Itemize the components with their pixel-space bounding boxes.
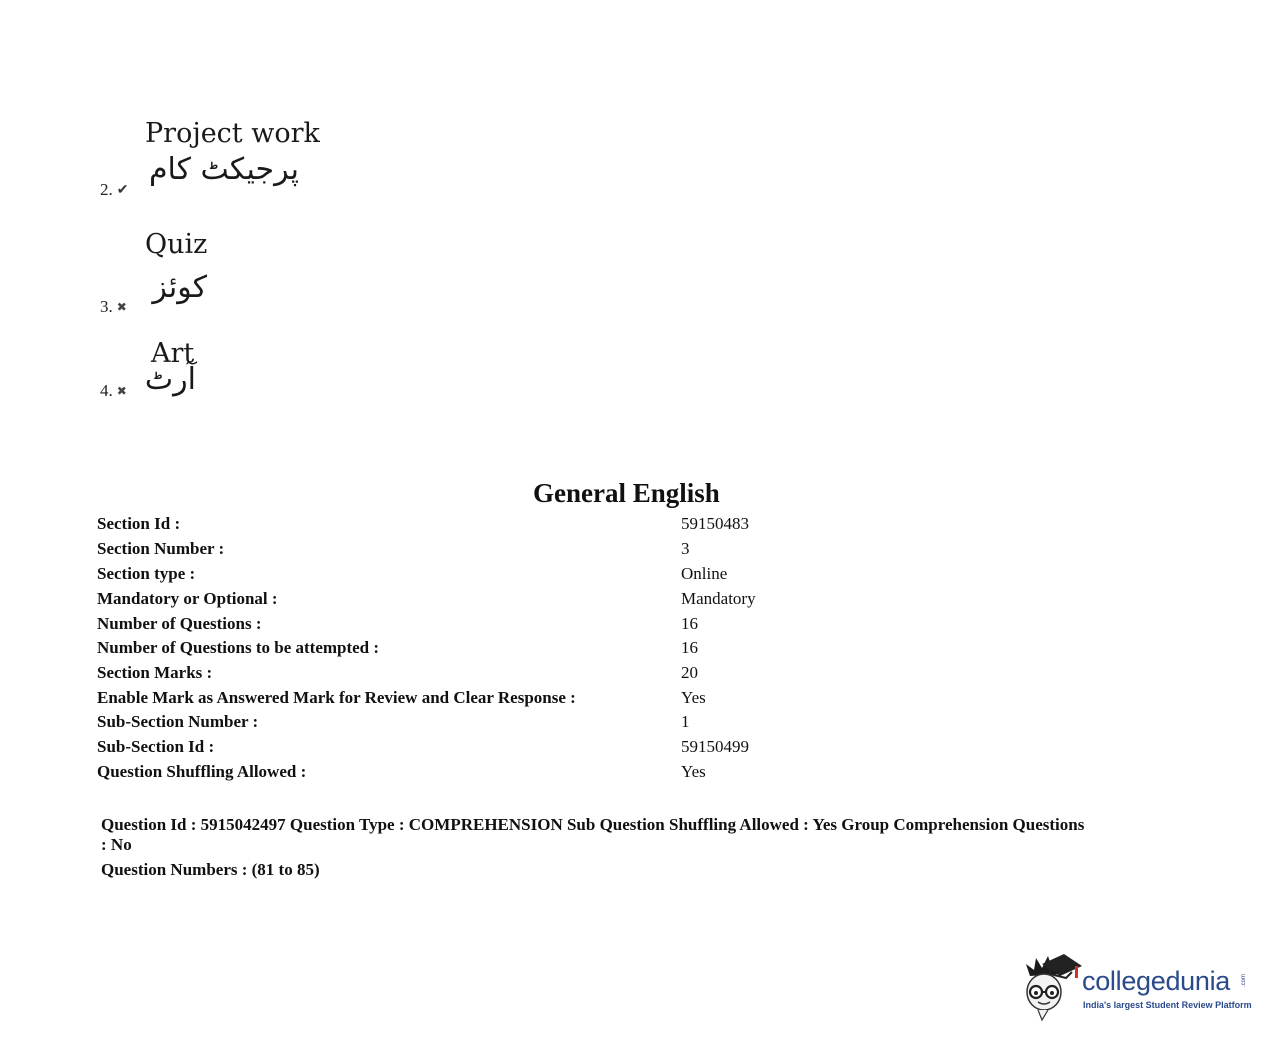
- cross-icon: ✖: [116, 384, 127, 398]
- collegedunia-logo: [1020, 950, 1260, 1022]
- info-label: Section Marks :: [97, 663, 213, 682]
- info-value: Yes: [681, 762, 706, 781]
- info-label: Number of Questions to be attempted :: [97, 638, 380, 657]
- info-value: 1: [681, 712, 690, 731]
- info-label: Section Number :: [97, 539, 225, 558]
- option-4-number: 4.: [100, 381, 113, 400]
- info-label: Number of Questions :: [97, 614, 262, 633]
- option-4-english: Art: [151, 338, 195, 369]
- question-numbers: Question Numbers : (81 to 85): [101, 860, 320, 879]
- info-label: Enable Mark as Answered Mark for Review and Clear Response :: [97, 688, 576, 707]
- section-title: General English: [533, 478, 720, 508]
- option-3-number: 3.: [100, 297, 113, 316]
- info-label: Section Id :: [97, 514, 181, 533]
- option-3-english: Quiz: [145, 229, 208, 260]
- check-icon: ✔: [116, 183, 129, 198]
- mascot-icon: [1020, 950, 1084, 1022]
- info-value: 20: [681, 663, 698, 682]
- info-value: Online: [681, 564, 728, 583]
- info-label: Sub-Section Number :: [97, 712, 259, 731]
- logo-tld: .com: [1241, 974, 1247, 988]
- option-2-number: 2.: [100, 180, 113, 199]
- option-2-urdu: پرجیکٹ کام: [148, 152, 299, 187]
- option-3-urdu: کوئز: [152, 270, 207, 305]
- info-label: Mandatory or Optional :: [97, 589, 278, 608]
- info-value: 16: [681, 614, 698, 633]
- info-label: Section type :: [97, 564, 196, 583]
- logo-tagline: India's largest Student Review Platform: [1083, 1000, 1252, 1010]
- question-meta-line2: : No: [101, 835, 132, 854]
- option-2-english: Project work: [145, 118, 320, 149]
- info-value: 59150499: [681, 737, 749, 756]
- info-value: Yes: [681, 688, 706, 707]
- question-meta: [101, 815, 1181, 855]
- cross-icon: ✖: [116, 300, 127, 314]
- info-label: Sub-Section Id :: [97, 737, 215, 756]
- info-value: Mandatory: [681, 589, 756, 608]
- option-4-urdu: آرٹ: [144, 362, 196, 397]
- info-value: 16: [681, 638, 698, 657]
- info-value: 3: [681, 539, 690, 558]
- question-meta-line1: Question Id : 5915042497 Question Type : COMPREHENSION Sub Question Shuffling Allowed : Yes Group Comprehension Questions: [101, 815, 1085, 834]
- logo-wordmark: collegedunia: [1082, 966, 1231, 996]
- info-label: Question Shuffling Allowed :: [97, 762, 307, 781]
- info-value: 59150483: [681, 514, 749, 533]
